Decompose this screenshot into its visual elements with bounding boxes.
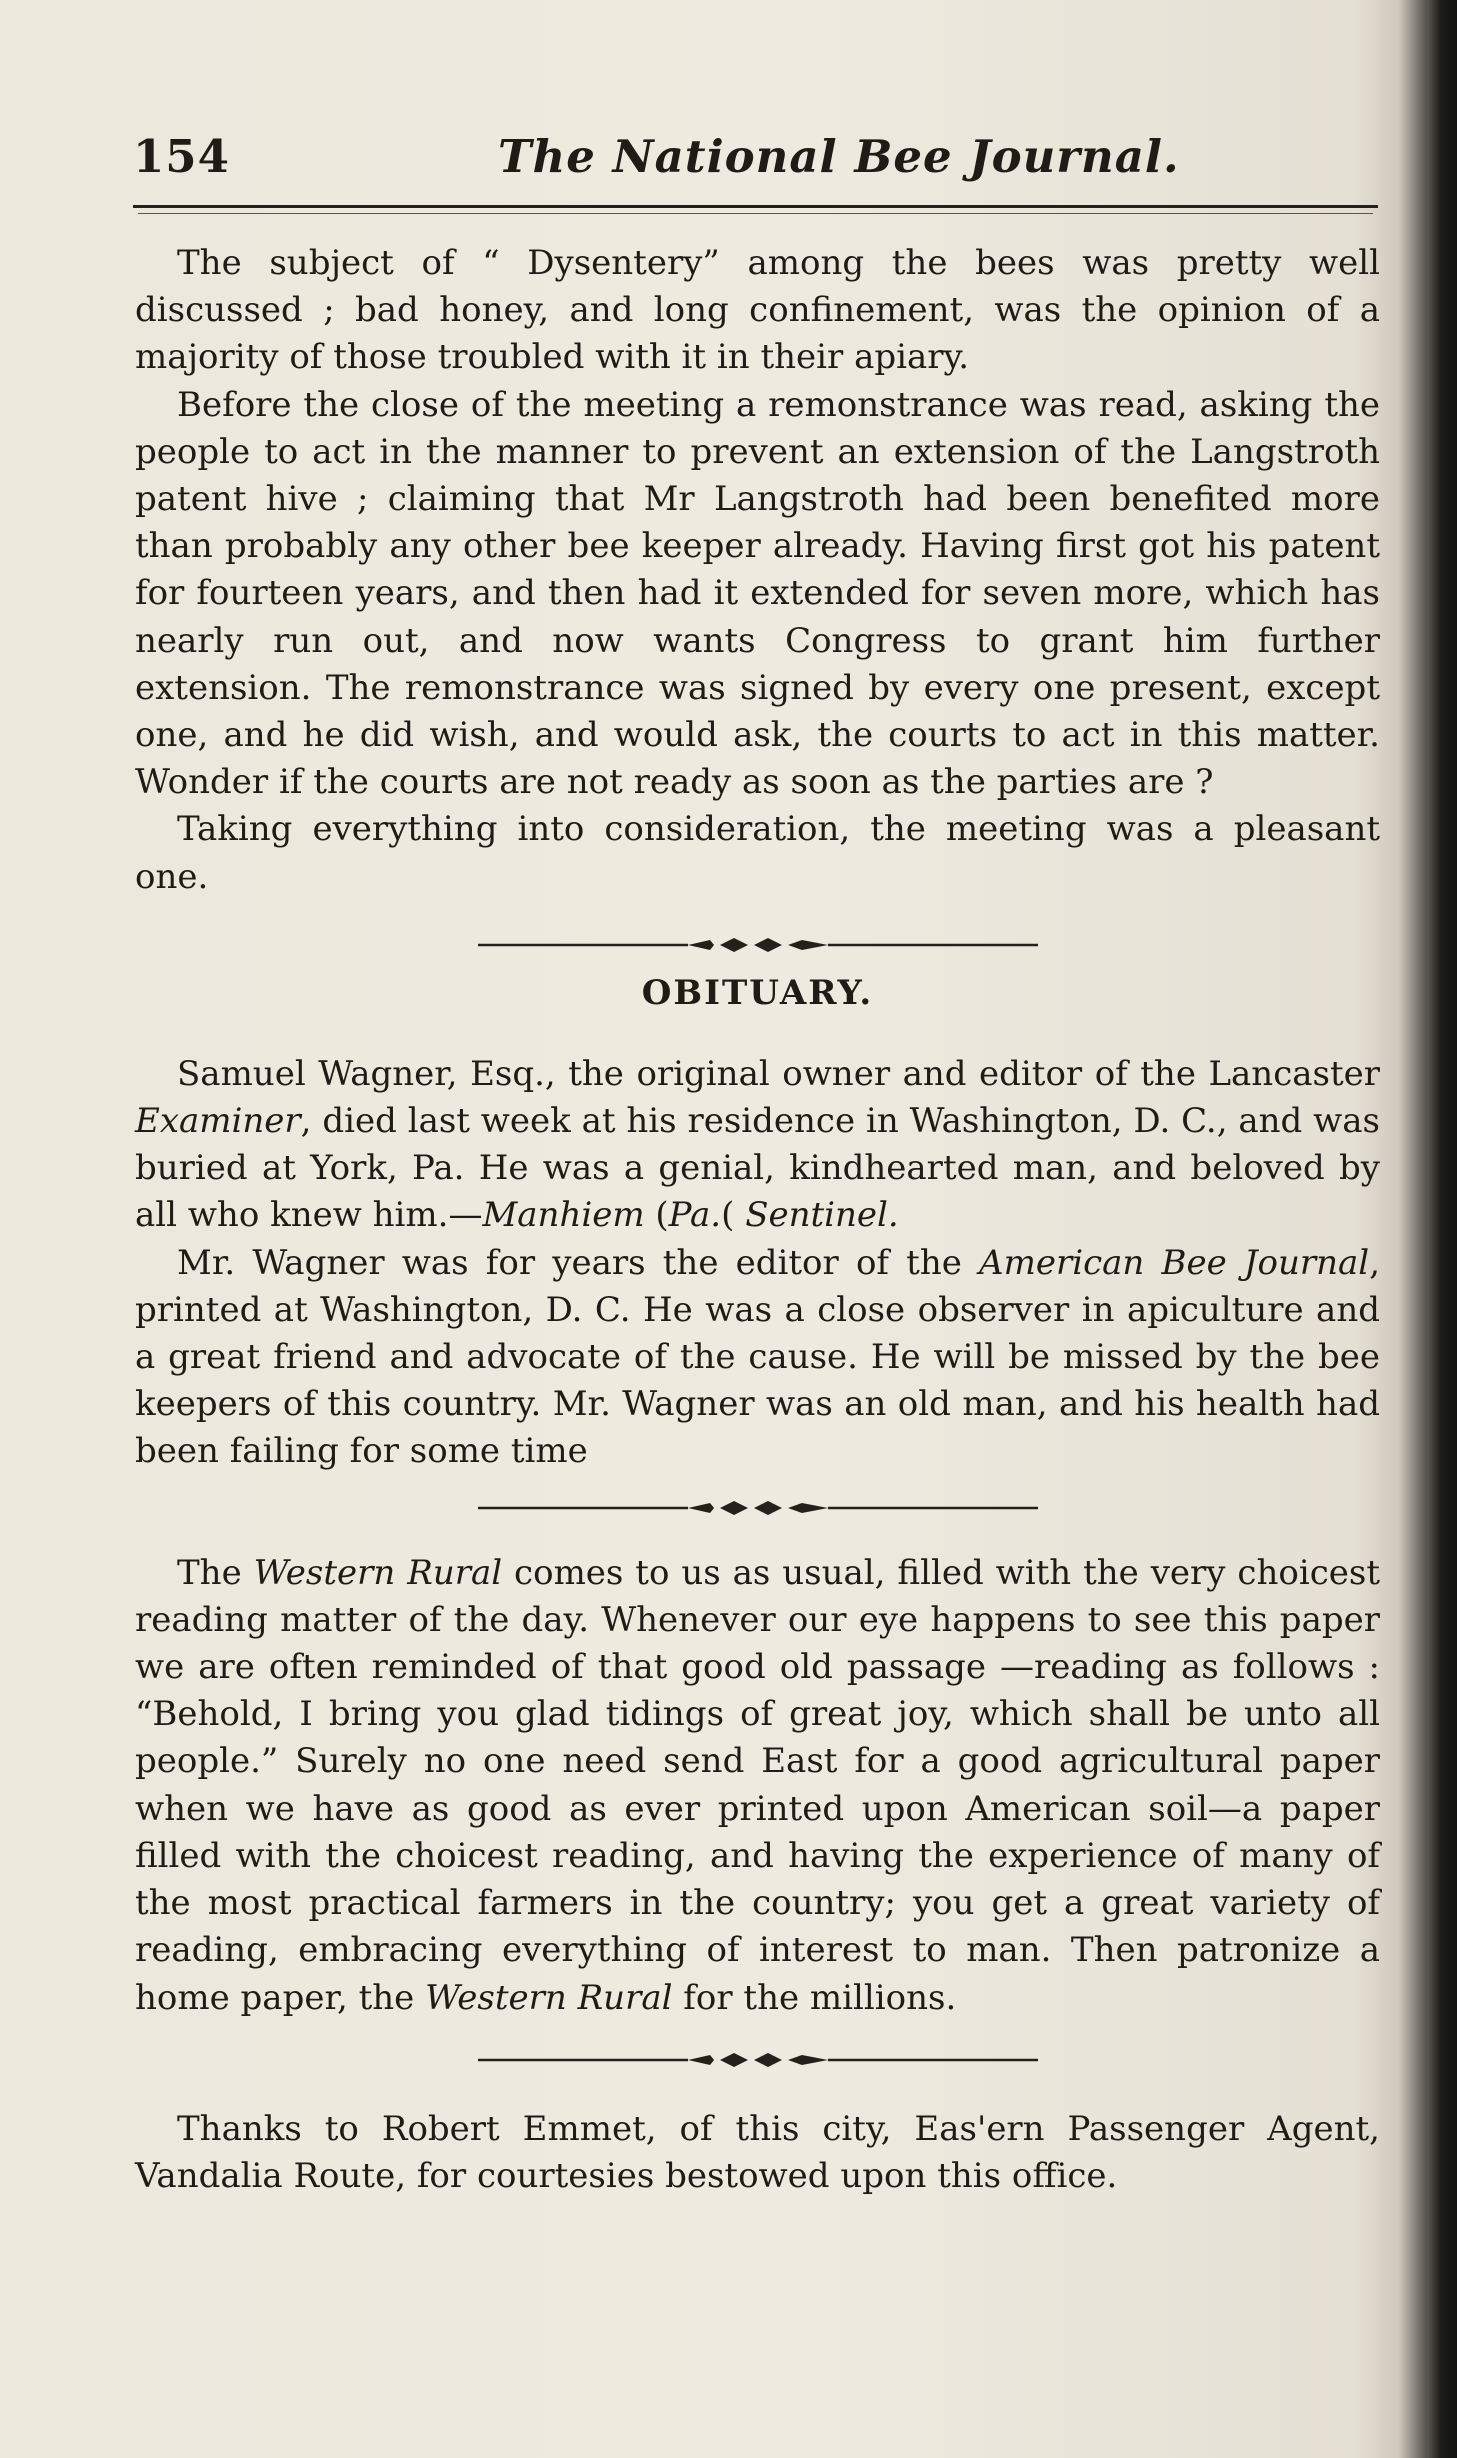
section-divider bbox=[135, 925, 1380, 965]
thanks-article bbox=[135, 2106, 1380, 2200]
header-rule-thin bbox=[138, 213, 1373, 214]
text-run: ( bbox=[721, 1195, 746, 1236]
text-run: for the millions. bbox=[672, 1977, 957, 2018]
page-number: 154 bbox=[133, 130, 230, 183]
running-head: The National Bee Journal. bbox=[498, 130, 1180, 183]
western-rural-article bbox=[135, 1550, 1380, 2022]
dysentery-paragraph-1: The subject of “ Dysentery” among the bees was pretty well discussed ; bad honey, and long confinement, was the opinion of a majority of those troubled with it in their apiary. bbox=[135, 243, 1380, 378]
thanks-paragraph: Thanks to Robert Emmet, of this city, Eas'ern Passenger Agent, Vandalia Route, for courtesies bestowed upon this office. bbox=[135, 2108, 1380, 2196]
book-binding-edge bbox=[1427, 0, 1457, 2458]
text-run: ( bbox=[644, 1195, 669, 1236]
ornamental-divider-icon bbox=[478, 2050, 1038, 2070]
text-run: Mr. Wagner was for years the editor of the bbox=[177, 1242, 980, 1283]
text-run: comes to us as usual, filled with the very choicest reading matter of the day. Whenever our eye happens to see this paper we are often reminded of that good old passage —reading as follows : “Behold, I bring you glad tidings of great joy, which shall be unto all people.” Surely no one need send East for a good agricultural paper when we have as good as ever printed upon American soil—a paper filled with the choicest reading, and having the experience of many of the most practical farmers in the country; you get a great variety of reading, embracing everything of interest to man. Then patronize a home paper, the bbox=[135, 1552, 1380, 2018]
text-run: , printed at Washington, D. C. He was a close observer in apiculture and a great friend and advocate of the cause. He will be missed by the bee keepers of this country. Mr. Wagner was an old man, and his health had been failing for some time bbox=[135, 1242, 1380, 1472]
italic-state-abbrev: Pa. bbox=[668, 1195, 722, 1236]
header-rule bbox=[133, 205, 1378, 208]
obituary-title: OBITUARY. bbox=[641, 972, 874, 1013]
italic-newspaper-name: Examiner bbox=[135, 1101, 301, 1142]
italic-journal-name: American Bee Journal bbox=[979, 1242, 1370, 1283]
dysentery-article bbox=[135, 240, 1380, 901]
italic-paper-name: Western Rural bbox=[425, 1977, 673, 2018]
obituary-paragraph-1 bbox=[135, 1051, 1380, 1240]
western-rural-paragraph bbox=[135, 1550, 1380, 2022]
italic-paper-name: Western Rural bbox=[253, 1552, 503, 1593]
text-run: The bbox=[177, 1552, 254, 1593]
italic-source-name: Manhiem bbox=[482, 1195, 645, 1236]
obituary-paragraph-2 bbox=[135, 1240, 1380, 1476]
italic-source-name: Sentinel. bbox=[745, 1195, 899, 1236]
dysentery-paragraph-2: Before the close of the meeting a remonstrance was read, asking the people to act in the manner to prevent an extension of the Langstroth patent hive ; claiming that Mr Langstroth had been benefited more than probably any other bee keeper already. Having first got his patent for fourteen years, and then had it extended for seven more, which has nearly run out, and now wants Congress to grant him further extension. The remonstrance was signed by every one present, except one, and he did wish, and would ask, the courts to act in this matter. Wonder if the courts are not ready as soon as the parties are ? bbox=[135, 384, 1380, 803]
page-header bbox=[133, 130, 1383, 200]
dysentery-paragraph-3: Taking everything into consideration, the meeting was a pleasant one. bbox=[135, 809, 1380, 897]
text-run: Samuel Wagner, Esq., the original owner and editor of the Lancaster bbox=[177, 1053, 1380, 1094]
body-text bbox=[135, 240, 1380, 2200]
section-divider bbox=[135, 1488, 1380, 1532]
ornamental-divider-icon bbox=[478, 935, 1038, 955]
section-divider bbox=[135, 2040, 1380, 2084]
ornamental-divider-icon bbox=[478, 1498, 1038, 1518]
text-run: , died last week at his residence in Washington, D. C., and was buried at York, Pa. He was a genial, kindhearted man, and beloved by all who knew him.— bbox=[135, 1101, 1380, 1236]
obituary-article bbox=[135, 971, 1380, 1476]
